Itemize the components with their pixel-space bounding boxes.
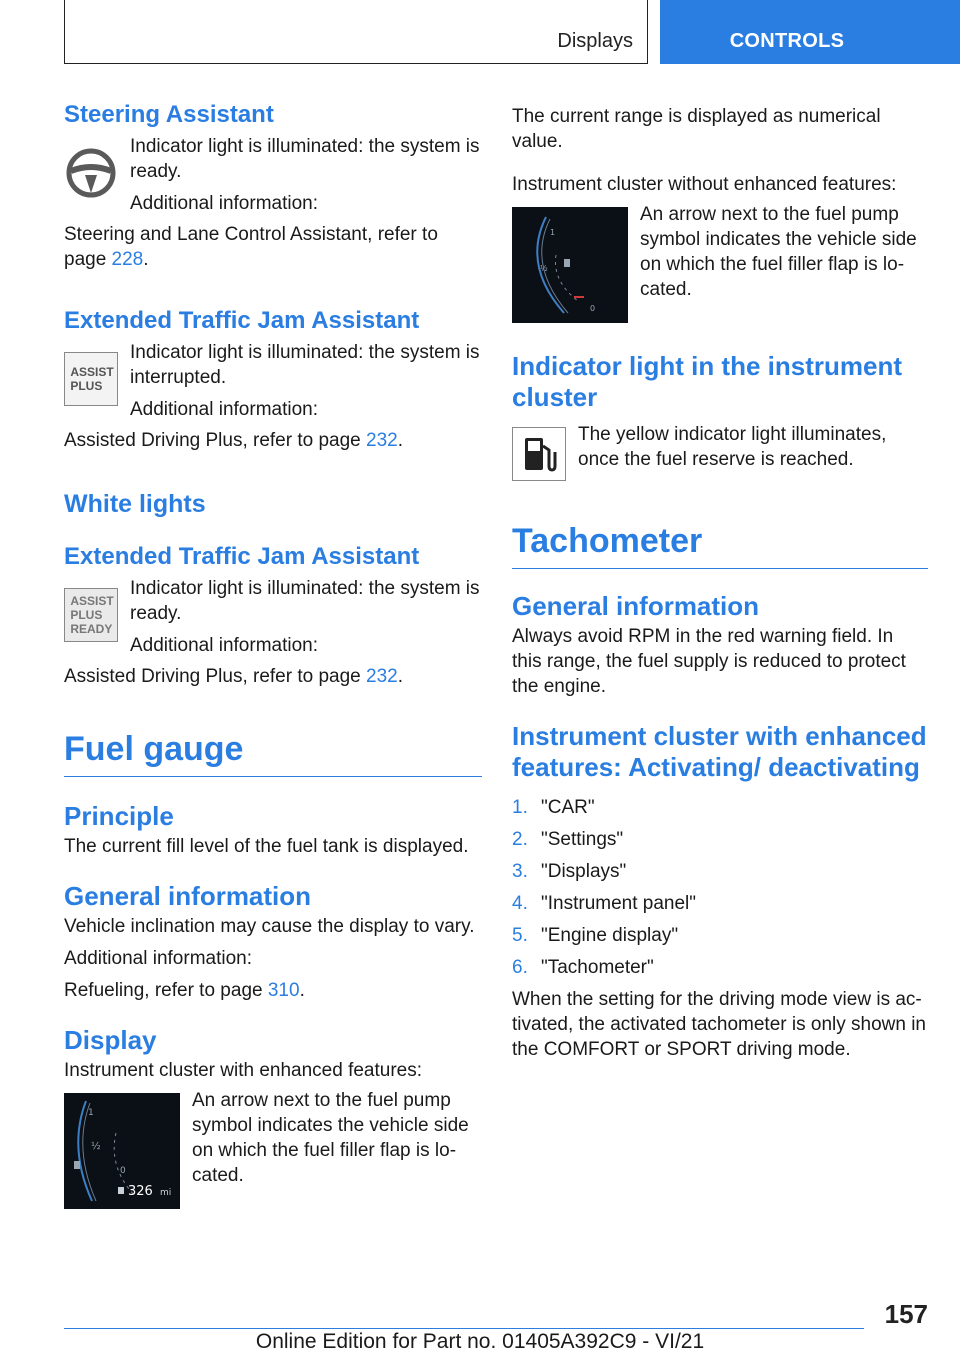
gauge-label-zero: 0 xyxy=(120,1166,126,1176)
steering-assistant-additional: Additional information: xyxy=(130,193,318,214)
heading-ext-traffic-jam-2: Extended Traffic Jam Assistant xyxy=(64,543,420,570)
heading-principle: Principle xyxy=(64,801,174,831)
instrument-cluster-enhanced-image xyxy=(64,1093,180,1209)
standard-figure-text: An arrow next to the fuel pump symbol indicates the vehicle side on which the fuel filler flap is lo-cated. xyxy=(640,204,917,300)
header-section-box xyxy=(64,0,648,64)
gauge-std-label-one: 1 xyxy=(550,228,556,237)
principle-text: The current fill level of the fuel tank is displayed. xyxy=(64,836,469,857)
page-link-228[interactable]: 228 xyxy=(111,249,144,270)
ext-traffic-jam-1-text: Indicator light is illuminated: the system is interrupted. xyxy=(130,342,480,388)
ext-traffic-jam-2-text: Indicator light is illuminated: the system is ready. xyxy=(130,578,480,624)
heading-tachometer: Tachometer xyxy=(512,519,928,569)
gauge-std-label-zero: 0 xyxy=(590,304,596,313)
general-info-text: Vehicle inclination may cause the display to vary. xyxy=(64,916,475,937)
steering-wheel-icon xyxy=(64,146,118,200)
list-item: 5. "Engine display" xyxy=(512,925,679,946)
heading-steering-assistant: Steering Assistant xyxy=(64,101,274,128)
list-item: 1. "CAR" xyxy=(512,797,595,818)
indicator-light-text: The yellow indicator light illuminates, once the fuel reserve is reached. xyxy=(578,424,887,470)
page-number: 157 xyxy=(884,1299,928,1329)
header-section-title: Displays xyxy=(557,30,633,52)
header-tab-controls[interactable] xyxy=(660,0,960,64)
general-info-additional: Additional information: xyxy=(64,948,252,969)
figure-fuel-indicator xyxy=(512,424,928,481)
heading-ext-traffic-jam-1: Extended Traffic Jam Assistant xyxy=(64,307,420,334)
assist-plus-ready-icon: ASSIST PLUS READY xyxy=(64,588,118,642)
list-item: 3. "Displays" xyxy=(512,861,627,882)
figure-ext-traffic-jam-2 xyxy=(64,578,482,658)
range-value: 326 xyxy=(128,1184,153,1199)
heading-instrument-activating: Instrument cluster with enhanced features: Activating/ deactivating xyxy=(512,721,927,782)
range-text: The current range is displayed as numerical value. xyxy=(512,106,881,152)
heading-fuel-gauge: Fuel gauge xyxy=(64,727,482,777)
heading-general-information: General information xyxy=(64,881,312,911)
left-column xyxy=(64,100,482,1209)
heading-white-lights: White lights xyxy=(64,490,206,518)
without-enhanced-intro: Instrument cluster without enhanced features: xyxy=(512,174,897,195)
tachometer-general-text: Always avoid RPM in the red warning field. In this range, the fuel supply is reduced to protect the engine. xyxy=(512,626,906,697)
page-link-232[interactable]: 232 xyxy=(366,430,398,451)
right-column xyxy=(512,100,928,1062)
steering-assistant-text: Indicator light is illuminated: the system is ready. xyxy=(130,136,480,182)
assist-plus-icon: ASSIST PLUS xyxy=(64,352,118,406)
gauge-label-half: ½ xyxy=(91,1141,101,1152)
footer-divider xyxy=(64,1328,864,1329)
page-link-232-b[interactable]: 232 xyxy=(366,666,398,687)
fuel-pump-icon xyxy=(74,1161,80,1169)
figure-steering-assistant xyxy=(64,136,482,216)
steering-assistant-ref: Steering and Lane Control Assistant, refer to page 228. xyxy=(64,224,438,270)
display-intro: Instrument cluster with enhanced features: xyxy=(64,1060,423,1081)
fuel-pump-std-icon xyxy=(564,259,570,267)
instrument-cluster-standard-image xyxy=(512,207,628,323)
heading-tachometer-general: General information xyxy=(512,591,760,621)
footer-edition: Online Edition for Part no. 01405A392C9 - VI/21 xyxy=(255,1330,705,1353)
figure-display-standard xyxy=(512,204,928,323)
page-link-310[interactable]: 310 xyxy=(267,980,300,1001)
list-item: 4. "Instrument panel" xyxy=(512,893,697,914)
ext-traffic-jam-1-additional: Additional information: xyxy=(130,399,318,420)
figure-display-enhanced xyxy=(64,1090,482,1209)
header-tab-label: CONTROLS xyxy=(729,30,845,52)
figure-ext-traffic-jam-1 xyxy=(64,342,482,422)
list-item: 6. "Tachometer" xyxy=(512,957,654,978)
ext-traffic-jam-2-additional: Additional information: xyxy=(130,635,318,656)
general-info-ref: Refueling, refer to page 310. xyxy=(64,980,305,1001)
heading-indicator-light: Indicator light in the instrument cluster xyxy=(512,351,902,412)
tachometer-note: When the setting for the driving mode view is ac-tivated, the activated tachometer is only shown in the COMFORT or SPORT driving mode. xyxy=(512,989,927,1060)
ext-traffic-jam-1-ref: Assisted Driving Plus, refer to page 232. xyxy=(64,430,404,451)
ext-traffic-jam-2-ref: Assisted Driving Plus, refer to page 232. xyxy=(64,666,404,687)
display-figure-text: An arrow next to the fuel pump symbol indicates the vehicle side on which the fuel filler flap is lo-cated. xyxy=(192,1090,469,1186)
gauge-std-label-half: ½ xyxy=(540,264,548,273)
gauge-label-one: 1 xyxy=(88,1108,94,1118)
activation-steps-list xyxy=(512,795,928,980)
fuel-pump-indicator-icon xyxy=(512,427,566,481)
range-unit: mi xyxy=(160,1188,172,1198)
list-item: 2. "Settings" xyxy=(512,829,624,850)
heading-display: Display xyxy=(64,1025,157,1055)
fuel-pump-range-icon xyxy=(118,1187,124,1194)
